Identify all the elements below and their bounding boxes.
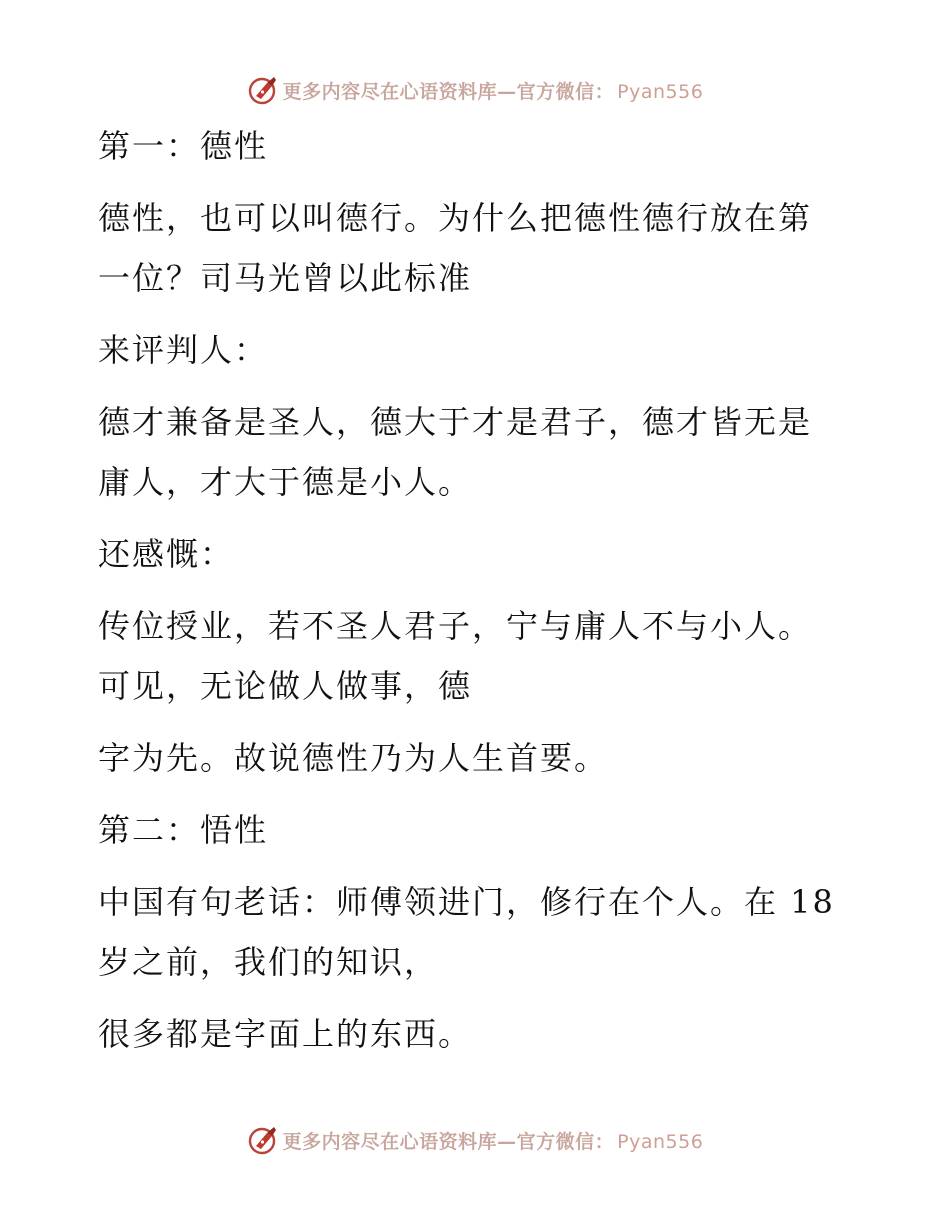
text-line: 第一：德性 [98,127,269,165]
paragraph [98,728,858,788]
wechat-handle: Pyan556 [617,80,704,103]
text-line: 岁之前，我们的知识， [98,943,439,981]
paragraph [98,1004,858,1064]
paragraph [98,596,858,716]
header-watermark [0,70,950,110]
paragraph [98,116,858,176]
text-line: 德才兼备是圣人，德大于才是君子，德才皆无是 [98,403,813,441]
text-line: 第二：悟性 [98,811,269,849]
pen-nib-logo-icon [247,74,279,106]
text-line: 德性，也可以叫德行。为什么把德性德行放在第 [98,199,813,237]
paragraph [98,320,858,380]
text-line: 字为先。故说德性乃为人生首要。 [98,739,609,777]
document-body [98,116,858,1064]
watermark-text: 更多内容尽在心语资料库—官方微信： Pyan556 [282,80,704,103]
pen-nib-logo-icon [247,1124,279,1156]
text-line: 传位授业，若不圣人君子，宁与庸人不与小人。 [98,607,813,645]
text-line: 一位？司马光曾以此标准 [98,259,473,297]
text-line: 中国有句老话：师傅领进门，修行在个人。在 18 [98,883,835,921]
text-line: 庸人，才大于德是小人。 [98,463,473,501]
text-line: 还感慨： [98,535,235,573]
text-line: 可见，无论做人做事，德 [98,667,473,705]
footer-watermark [0,1120,950,1160]
paragraph [98,872,858,992]
text-line: 来评判人： [98,331,269,369]
paragraph [98,800,858,860]
paragraph [98,188,858,308]
watermark-text: 更多内容尽在心语资料库—官方微信： Pyan556 [282,1130,704,1153]
wechat-handle: Pyan556 [617,1130,704,1153]
text-line: 很多都是字面上的东西。 [98,1015,473,1053]
paragraph [98,392,858,512]
paragraph [98,524,858,584]
